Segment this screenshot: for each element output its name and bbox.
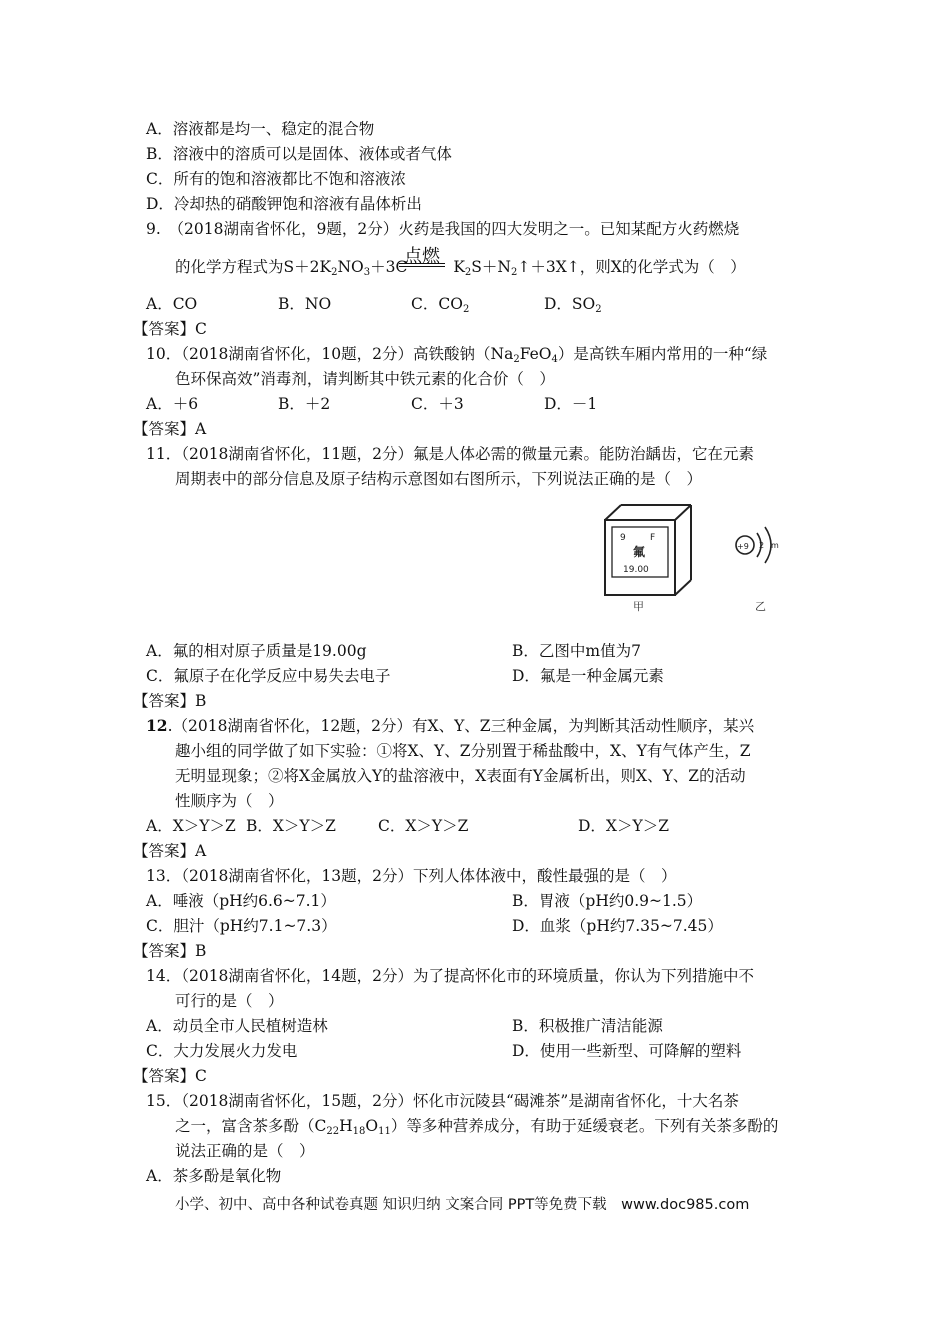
q9-option-d: D．$SO_2$ (544, 295, 602, 315)
q12-option-c: C．X＞Y＞Z (378, 817, 469, 835)
q9-option-c: C．$CO_2$ (411, 295, 470, 315)
q12-stem-line2: 趣小组的同学做了如下实验：①将X、Y、Z分别置于稀盐酸中，X、Y有气体产生，Z (175, 742, 751, 760)
q12-option-a: A．X＞Y＞Z (146, 817, 236, 835)
q9-answer: 【答案】C (133, 320, 207, 338)
q14-stem-line1: 14．（2018湖南省怀化，14题，2分）为了提高怀化市的环境质量，你认为下列措施中不 (146, 967, 755, 985)
q12-stem-line3: 无明显现象；②将X金属放入Y的盐溶液中，X表面有Y金属析出，则X、Y、Z的活动 (175, 767, 746, 785)
q8-option-c: C．所有的饱和溶液都比不饱和溶液浓 (146, 170, 406, 188)
q11-option-c: C．氟原子在化学反应中易失去电子 (146, 667, 391, 685)
q10-option-b: B．＋2 (278, 395, 331, 413)
shell-1-count: 2 (759, 541, 765, 550)
q12-stem-line4: 性顺序为（ ） (175, 792, 284, 810)
q10-stem-line1: 10．（2018湖南省怀化，10题，2分）高铁酸钠$(Na_2FeO_4)$是高铁车厢内常用的一种“绿 (146, 345, 768, 365)
q14-option-b: B．积极推广清洁能源 (512, 1017, 663, 1035)
q8-option-d: D．冷却热的硝酸钾饱和溶液有晶体析出 (146, 195, 422, 213)
q10-option-d: D．－1 (544, 395, 598, 413)
q14-option-a: A．动员全市人民植树造林 (146, 1017, 328, 1035)
q13-answer: 【答案】B (133, 942, 207, 960)
figure-caption-yi: 乙 (755, 600, 766, 613)
footer-watermark-text: 小学、初中、高中各种试卷真题 知识归纳 文案合同 PPT等免费下载 www.doc985.com (175, 1197, 750, 1213)
q15-stem-line2: 之一，富含茶多酚$(C_{22}H_{18}O_{11})$等多种营养成分，有助于延缓衰老。下列有关茶多酚的 (175, 1117, 779, 1137)
fluorine-element-figure (595, 500, 805, 620)
q13-option-b: B．胃液（pH约0.9~1.5） (512, 892, 703, 910)
equals-bar-bottom (399, 266, 445, 267)
q13-option-c: C．胆汁（pH约7.1~7.3） (146, 917, 337, 935)
q10-option-a: A．＋6 (146, 395, 199, 413)
q10-option-c: C．＋3 (411, 395, 464, 413)
figure-caption-jia: 甲 (633, 600, 644, 613)
atomic-number: 9 (620, 533, 626, 543)
q12-option-d: D．X＞Y＞Z (578, 817, 669, 835)
q15-option-a: A．茶多酚是氧化物 (146, 1167, 282, 1185)
q9-stem-line1: 9. （2018湖南省怀化，9题，2分）火药是我国的四大发明之一。已知某配方火药燃烧 (146, 220, 740, 238)
q12-answer: 【答案】A (133, 842, 207, 860)
equals-bar-top (399, 263, 445, 264)
q14-answer: 【答案】C (133, 1067, 207, 1085)
q9-option-b: B．NO (278, 295, 332, 313)
q11-answer: 【答案】B (133, 692, 207, 710)
reaction-condition: 点燃 (404, 246, 440, 267)
q14-option-d: D．使用一些新型、可降解的塑料 (512, 1042, 742, 1060)
atomic-mass: 19.00 (623, 565, 649, 575)
q11-option-a: A．氟的相对原子质量是19.00g (146, 642, 367, 660)
q10-answer: 【答案】A (133, 420, 207, 438)
q11-stem-line1: 11．（2018湖南省怀化，11题，2分）氟是人体必需的微量元素。能防治龋齿，它在元素 (146, 445, 755, 463)
q12-option-b: B．X＞Y＞Z (246, 817, 336, 835)
element-name: 氟 (633, 545, 646, 559)
q15-stem-line3: 说法正确的是（ ） (175, 1142, 315, 1160)
q9-option-a: A．CO (146, 295, 198, 313)
q11-stem-line2: 周期表中的部分信息及原子结构示意图如右图所示，下列说法正确的是（ ） (175, 470, 703, 488)
q15-stem-line1: 15．（2018湖南省怀化，15题，2分）怀化市沅陵县“碣滩茶”是湖南省怀化，十大名茶 (146, 1092, 739, 1110)
nucleus-charge: +9 (737, 542, 749, 551)
q13-option-a: A．唾液（pH约6.6~7.1） (146, 892, 336, 910)
q12-stem-line1: 12.（2018湖南省怀化，12题，2分）有X、Y、Z三种金属，为判断其活动性顺序，某兴 (146, 716, 755, 735)
q14-stem-line2: 可行的是（ ） (175, 992, 284, 1010)
q10-stem-line2: 色环保高效”消毒剂，请判断其中铁元素的化合价（ ） (175, 370, 555, 388)
q9-equation: 的化学方程式为$S+2K_2NO_3+3C$ $K_2S+N_2↑+3X↑$，则X的化学式为（ ） (175, 258, 746, 278)
q8-option-b: B．溶液中的溶质可以是固体、液体或者气体 (146, 145, 452, 163)
q11-option-b: B．乙图中m值为7 (512, 642, 641, 660)
element-symbol: F (650, 533, 656, 543)
q13-option-d: D．血浆（pH约7.35~7.45） (512, 917, 723, 935)
q11-option-d: D．氟是一种金属元素 (512, 667, 664, 685)
q13-stem-line1: 13．（2018湖南省怀化，13题，2分）下列人体体液中，酸性最强的是（ ） (146, 867, 677, 885)
shell-2-count: m (771, 541, 779, 550)
q8-option-a: A．溶液都是均一、稳定的混合物 (146, 120, 375, 138)
q14-option-c: C．大力发展火力发电 (146, 1042, 298, 1060)
